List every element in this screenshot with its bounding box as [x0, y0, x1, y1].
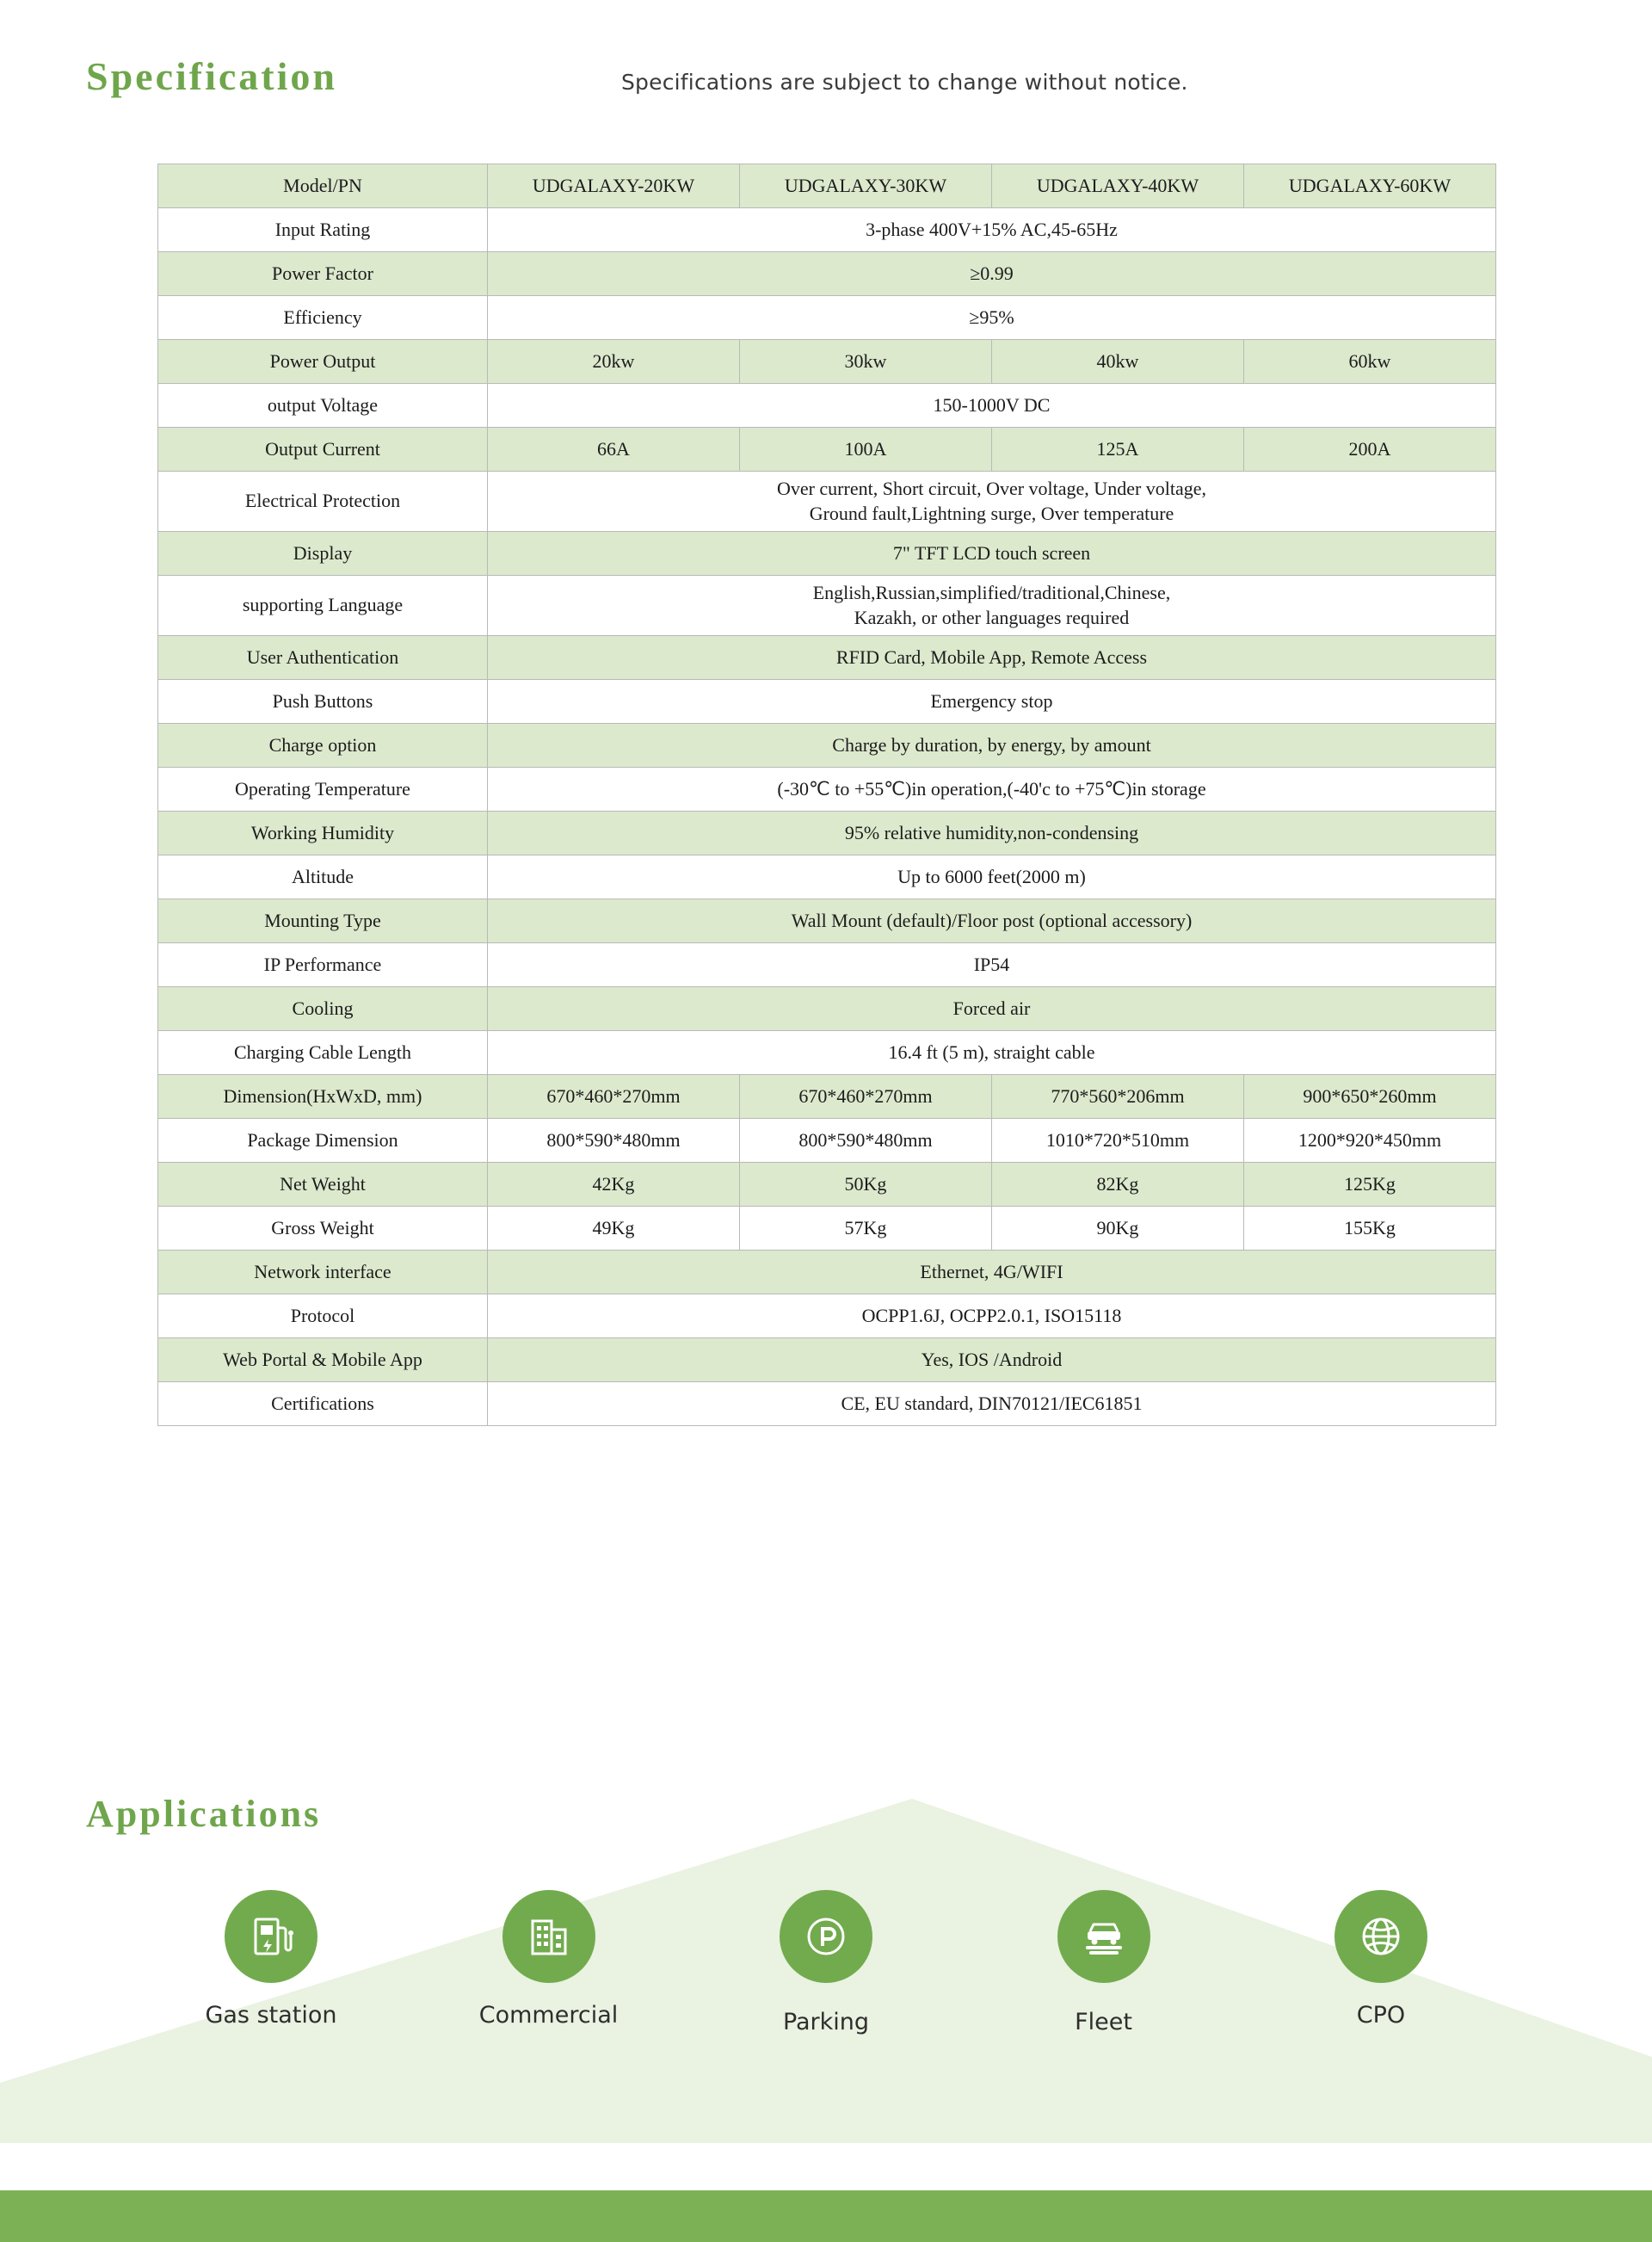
- table-row: [158, 1163, 1496, 1207]
- row-value: 100A: [740, 428, 992, 472]
- row-value: 57Kg: [740, 1207, 992, 1251]
- table-row: [158, 296, 1496, 340]
- table-row: [158, 636, 1496, 680]
- application-label: Commercial: [478, 2002, 619, 2029]
- table-row: [158, 724, 1496, 768]
- table-row: [158, 1119, 1496, 1163]
- row-value: IP54: [488, 943, 1496, 987]
- application-item: [710, 1890, 942, 2035]
- row-value: 155Kg: [1244, 1207, 1496, 1251]
- table-row: [158, 1251, 1496, 1294]
- row-value: UDGALAXY-60KW: [1244, 164, 1496, 208]
- row-value: English,Russian,simplified/traditional,Chinese, Kazakh, or other languages required: [488, 576, 1496, 636]
- applications-title: Applications: [86, 1793, 322, 1835]
- row-value: Forced air: [488, 987, 1496, 1031]
- row-label: Dimension(HxWxD, mm): [158, 1075, 488, 1119]
- table-row: [158, 532, 1496, 576]
- row-value: Wall Mount (default)/Floor post (optional accessory): [488, 899, 1496, 943]
- row-value: Up to 6000 feet(2000 m): [488, 855, 1496, 899]
- row-value: 670*460*270mm: [488, 1075, 740, 1119]
- row-label: User Authentication: [158, 636, 488, 680]
- row-value: Yes, IOS /Android: [488, 1338, 1496, 1382]
- row-label: Network interface: [158, 1251, 488, 1294]
- row-label: Power Output: [158, 340, 488, 384]
- table-row: [158, 943, 1496, 987]
- table-row: [158, 472, 1496, 532]
- row-value: UDGALAXY-20KW: [488, 164, 740, 208]
- page-title: Specification: [86, 54, 337, 98]
- row-value: Ethernet, 4G/WIFI: [488, 1251, 1496, 1294]
- row-value: 30kw: [740, 340, 992, 384]
- globe-icon: [1335, 1890, 1427, 1983]
- table-row: [158, 252, 1496, 296]
- row-value: OCPP1.6J, OCPP2.0.1, ISO15118: [488, 1294, 1496, 1338]
- row-label: output Voltage: [158, 384, 488, 428]
- table-row: [158, 164, 1496, 208]
- table-row: [158, 1075, 1496, 1119]
- row-label: Altitude: [158, 855, 488, 899]
- row-value: 82Kg: [992, 1163, 1244, 1207]
- row-value: 20kw: [488, 340, 740, 384]
- table-row: [158, 1382, 1496, 1426]
- application-label: Fleet: [1075, 2009, 1132, 2035]
- table-row: [158, 208, 1496, 252]
- row-label: supporting Language: [158, 576, 488, 636]
- applications-row: [155, 1890, 1497, 2035]
- row-label: Package Dimension: [158, 1119, 488, 1163]
- table-row: [158, 340, 1496, 384]
- application-item: [1265, 1890, 1497, 2035]
- row-label: Operating Temperature: [158, 768, 488, 812]
- table-row: [158, 384, 1496, 428]
- table-row: [158, 899, 1496, 943]
- row-value: 150-1000V DC: [488, 384, 1496, 428]
- row-value: 42Kg: [488, 1163, 740, 1207]
- row-value: 1200*920*450mm: [1244, 1119, 1496, 1163]
- row-label: Certifications: [158, 1382, 488, 1426]
- row-label: Working Humidity: [158, 812, 488, 855]
- row-value: UDGALAXY-30KW: [740, 164, 992, 208]
- application-item: [988, 1890, 1220, 2035]
- row-value: 60kw: [1244, 340, 1496, 384]
- row-label: Cooling: [158, 987, 488, 1031]
- specification-table-wrapper: [157, 164, 1496, 1426]
- row-value: 90Kg: [992, 1207, 1244, 1251]
- row-label: Display: [158, 532, 488, 576]
- table-row: [158, 1338, 1496, 1382]
- row-value: 3-phase 400V+15% AC,45-65Hz: [488, 208, 1496, 252]
- row-label: Power Factor: [158, 252, 488, 296]
- specification-header: [86, 53, 1566, 99]
- row-value: 49Kg: [488, 1207, 740, 1251]
- parking-sign-icon: [780, 1890, 872, 1983]
- row-value: 125Kg: [1244, 1163, 1496, 1207]
- application-label: Gas station: [205, 2002, 337, 2029]
- application-label: Parking: [782, 2009, 870, 2035]
- application-label: CPO: [1356, 2002, 1406, 2029]
- row-value: 66A: [488, 428, 740, 472]
- row-label: Charging Cable Length: [158, 1031, 488, 1075]
- row-value: 800*590*480mm: [488, 1119, 740, 1163]
- specification-table: [157, 164, 1496, 1426]
- row-label: Efficiency: [158, 296, 488, 340]
- row-label: Net Weight: [158, 1163, 488, 1207]
- table-row: [158, 1207, 1496, 1251]
- table-row: [158, 987, 1496, 1031]
- row-value: (-30℃ to +55℃)in operation,(-40'c to +75℃)in storage: [488, 768, 1496, 812]
- row-value: 200A: [1244, 428, 1496, 472]
- table-row: [158, 812, 1496, 855]
- row-label: Model/PN: [158, 164, 488, 208]
- application-item: [433, 1890, 665, 2035]
- table-row: [158, 855, 1496, 899]
- row-value: 125A: [992, 428, 1244, 472]
- row-value: ≥95%: [488, 296, 1496, 340]
- specification-note: Specifications are subject to change without notice.: [620, 70, 1188, 95]
- row-label: Web Portal & Mobile App: [158, 1338, 488, 1382]
- row-value: Charge by duration, by energy, by amount: [488, 724, 1496, 768]
- office-building-icon: [502, 1890, 595, 1983]
- row-label: Input Rating: [158, 208, 488, 252]
- charging-station-icon: [225, 1890, 317, 1983]
- row-value: 50Kg: [740, 1163, 992, 1207]
- row-value: UDGALAXY-40KW: [992, 164, 1244, 208]
- vehicle-fleet-icon: [1057, 1890, 1150, 1983]
- table-row: [158, 1294, 1496, 1338]
- row-value: 770*560*206mm: [992, 1075, 1244, 1119]
- row-label: Gross Weight: [158, 1207, 488, 1251]
- row-value: RFID Card, Mobile App, Remote Access: [488, 636, 1496, 680]
- row-value: 16.4 ft (5 m), straight cable: [488, 1031, 1496, 1075]
- row-label: Protocol: [158, 1294, 488, 1338]
- table-row: [158, 576, 1496, 636]
- row-value: CE, EU standard, DIN70121/IEC61851: [488, 1382, 1496, 1426]
- row-value: 670*460*270mm: [740, 1075, 992, 1119]
- table-row: [158, 428, 1496, 472]
- row-value: 40kw: [992, 340, 1244, 384]
- row-label: Electrical Protection: [158, 472, 488, 532]
- row-label: Mounting Type: [158, 899, 488, 943]
- row-value: 7" TFT LCD touch screen: [488, 532, 1496, 576]
- row-label: Push Buttons: [158, 680, 488, 724]
- footer-bar: [0, 2190, 1652, 2242]
- row-value: 95% relative humidity,non-condensing: [488, 812, 1496, 855]
- row-value: Emergency stop: [488, 680, 1496, 724]
- application-item: [155, 1890, 387, 2035]
- table-row: [158, 1031, 1496, 1075]
- row-label: Output Current: [158, 428, 488, 472]
- table-row: [158, 680, 1496, 724]
- row-value: 900*650*260mm: [1244, 1075, 1496, 1119]
- row-value: 1010*720*510mm: [992, 1119, 1244, 1163]
- row-label: Charge option: [158, 724, 488, 768]
- table-row: [158, 768, 1496, 812]
- row-value: Over current, Short circuit, Over voltage, Under voltage, Ground fault,Lightning surge, Over temperature: [488, 472, 1496, 532]
- row-label: IP Performance: [158, 943, 488, 987]
- row-value: ≥0.99: [488, 252, 1496, 296]
- row-value: 800*590*480mm: [740, 1119, 992, 1163]
